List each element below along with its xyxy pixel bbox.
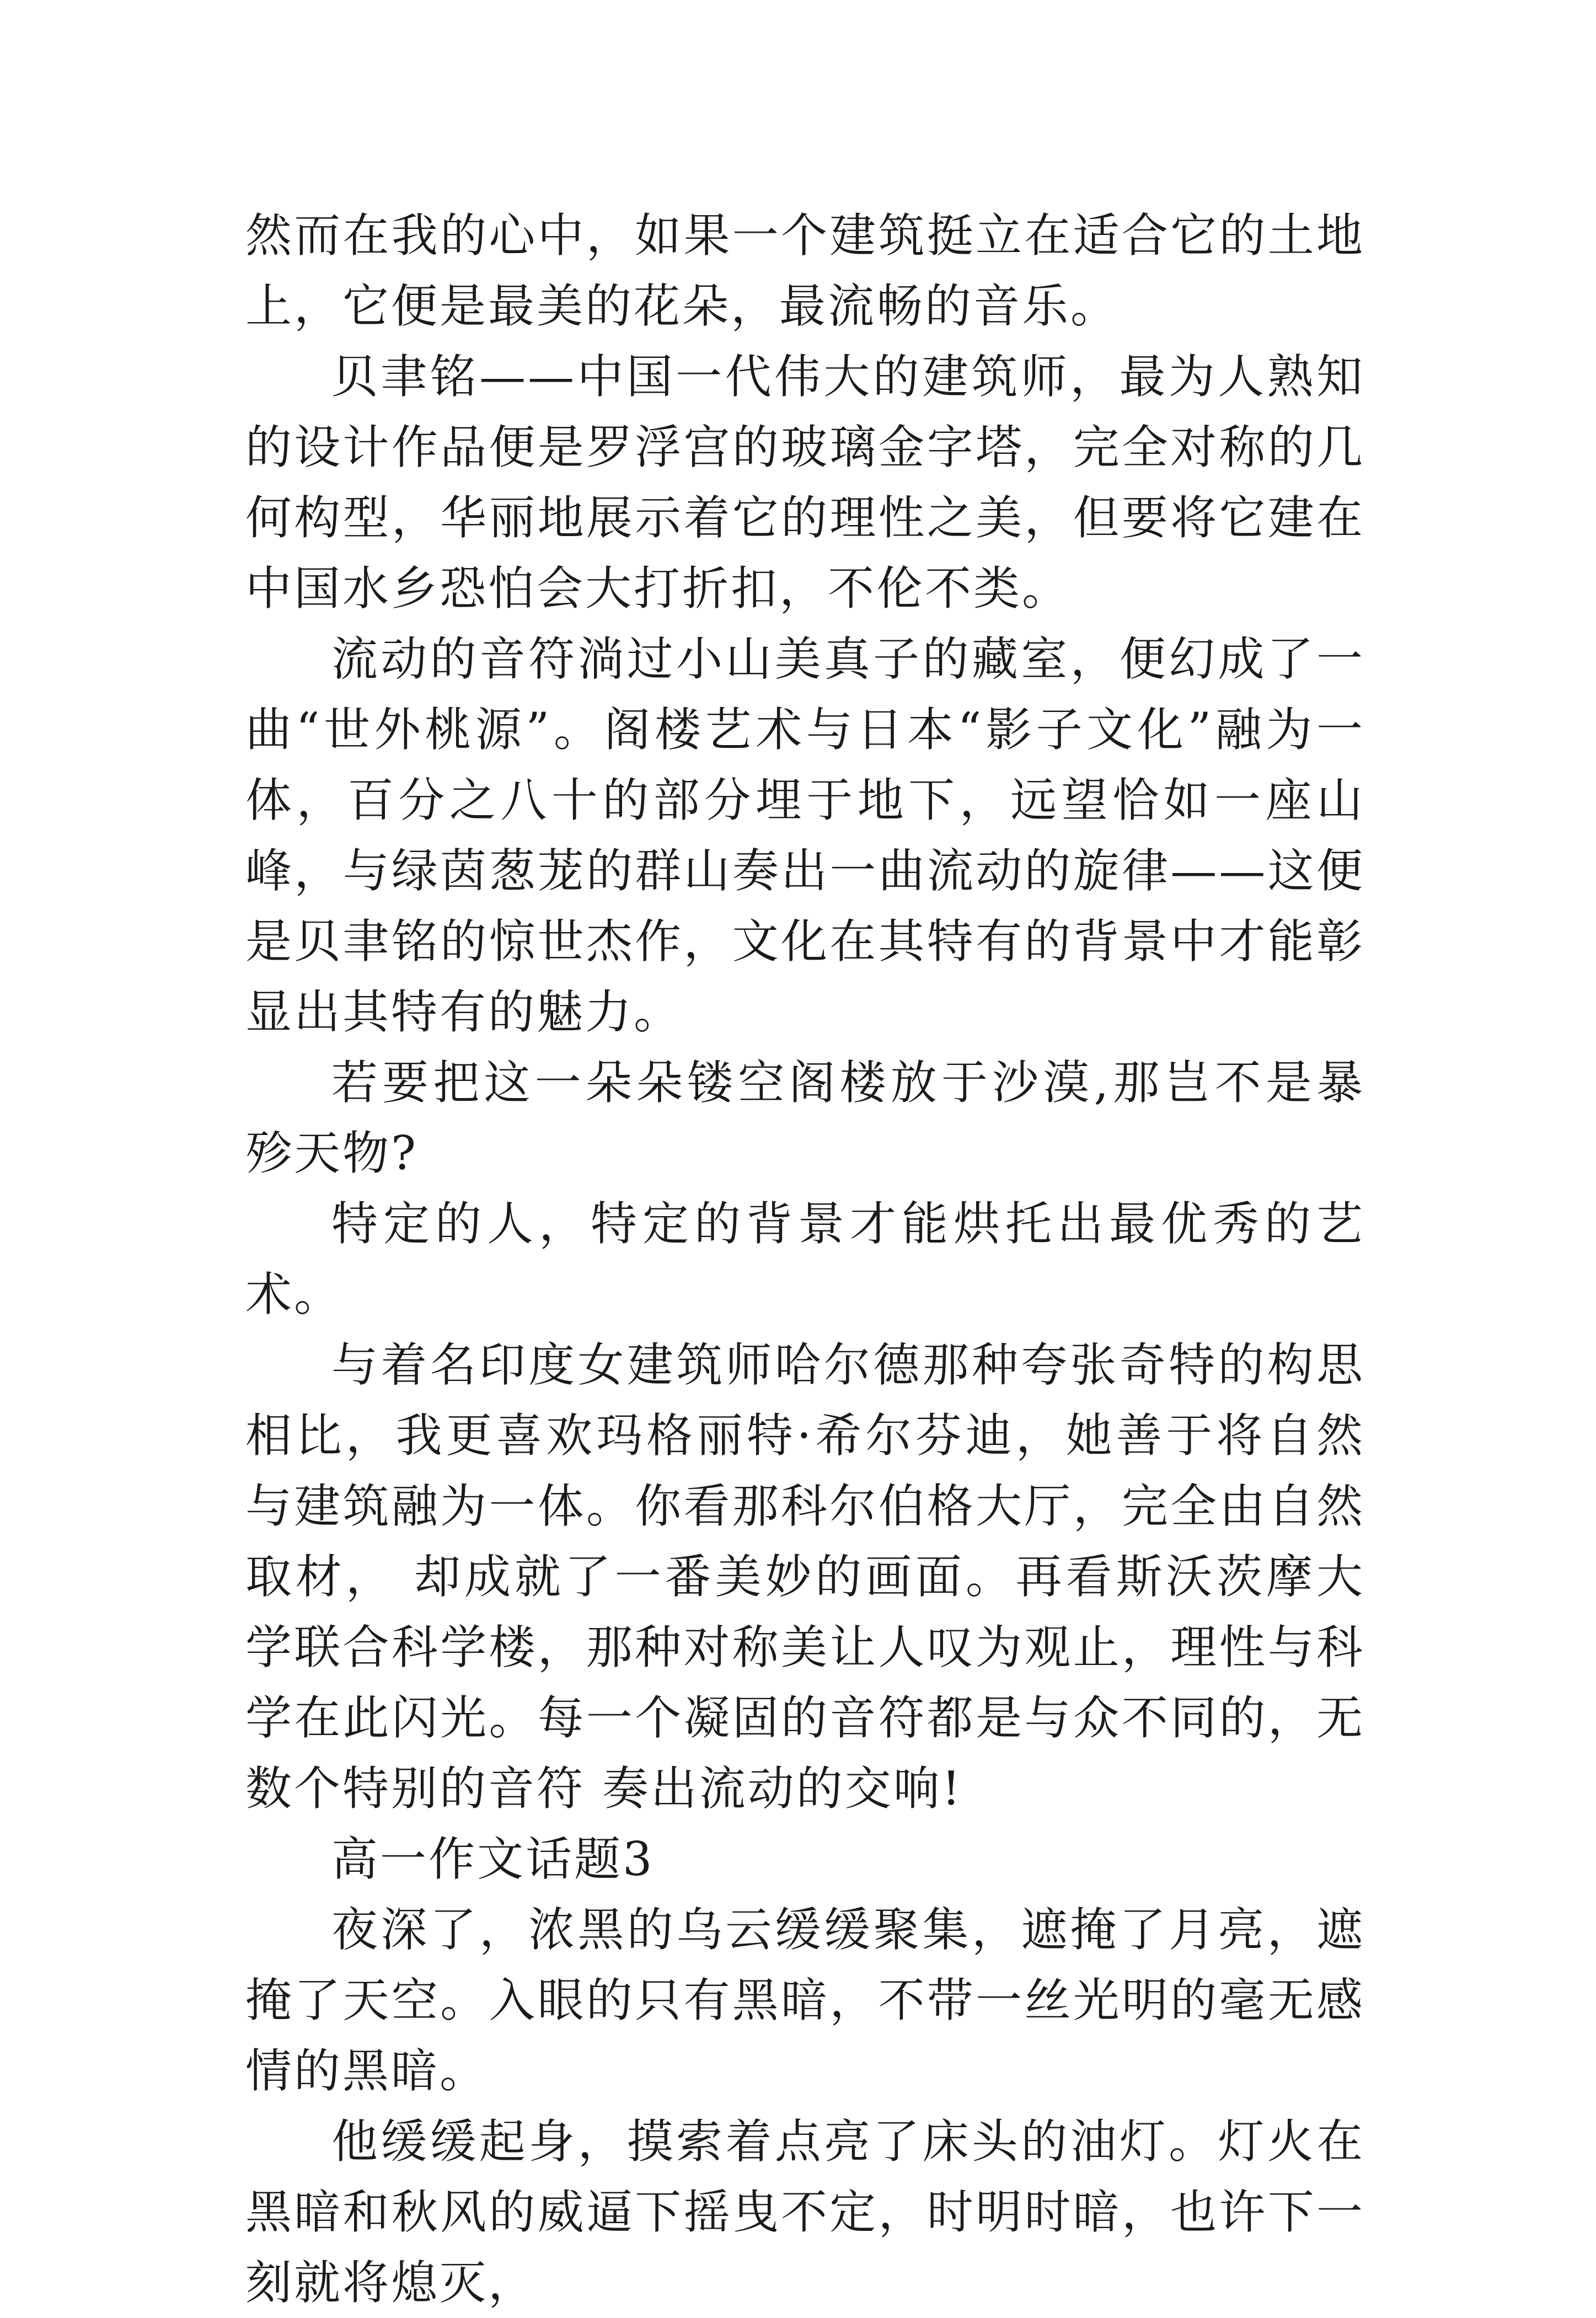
paragraph-1: 然而在我的心中，如果一个建筑挺立在适合它的土地上，它便是最美的花朵，最流畅的音乐。 <box>245 208 1365 333</box>
paragraph-3: 流动的音符淌过小山美真子的藏室，便幻成了一曲“世外桃源”。阁楼艺术与日本“影子文化”融为一体，百分之八十的部分埋于地下，远望恰如一座山峰，与绿茵葱茏的群山奏出一曲流动的旋律——这便是贝聿铭的惊世杰作，文化在其特有的背景中才能彰显出其特有的魅力。 <box>245 632 1365 1039</box>
section-heading: 高一作文话题3 <box>331 1832 655 1886</box>
paragraph-6: 与着名印度女建筑师哈尔德那种夸张奇特的构思相比，我更喜欢玛格丽特·希尔芬迪，她善于将自然与建筑融为一体。你看那科尔伯格大厅，完全由自然取材， 却成就了一番美妙的画面。再看斯沃茨摩大学联合科学楼，那种对称美让人叹为观止，理性与科学在此闪光。每一个凝固的音符都是与众不同的，无数个特别的音符 奏出流动的交响! <box>245 1338 1365 1816</box>
document-body <box>245 200 1365 2318</box>
paragraph-4: 若要把这一朵朵镂空阁楼放于沙漠,那岂不是暴殄天物? <box>245 1056 1365 1180</box>
paragraph-2: 贝聿铭——中国一代伟大的建筑师，最为人熟知的设计作品便是罗浮宫的玻璃金字塔，完全对称的几何构型，华丽地展示着它的理性之美，但要将它建在中国水乡恐怕会大打折扣，不伦不类。 <box>245 350 1365 615</box>
paragraph-8: 他缓缓起身，摸索着点亮了床头的油灯。灯火在黑暗和秋风的威逼下摇曳不定，时明时暗，也许下一刻就将熄灭， <box>245 2114 1365 2310</box>
paragraph-5: 特定的人，特定的背景才能烘托出最优秀的艺术。 <box>245 1197 1365 1321</box>
paragraph-7: 夜深了，浓黑的乌云缓缓聚集，遮掩了月亮，遮掩了天空。入眼的只有黑暗，不带一丝光明的毫无感情的黑暗。 <box>245 1903 1365 2098</box>
